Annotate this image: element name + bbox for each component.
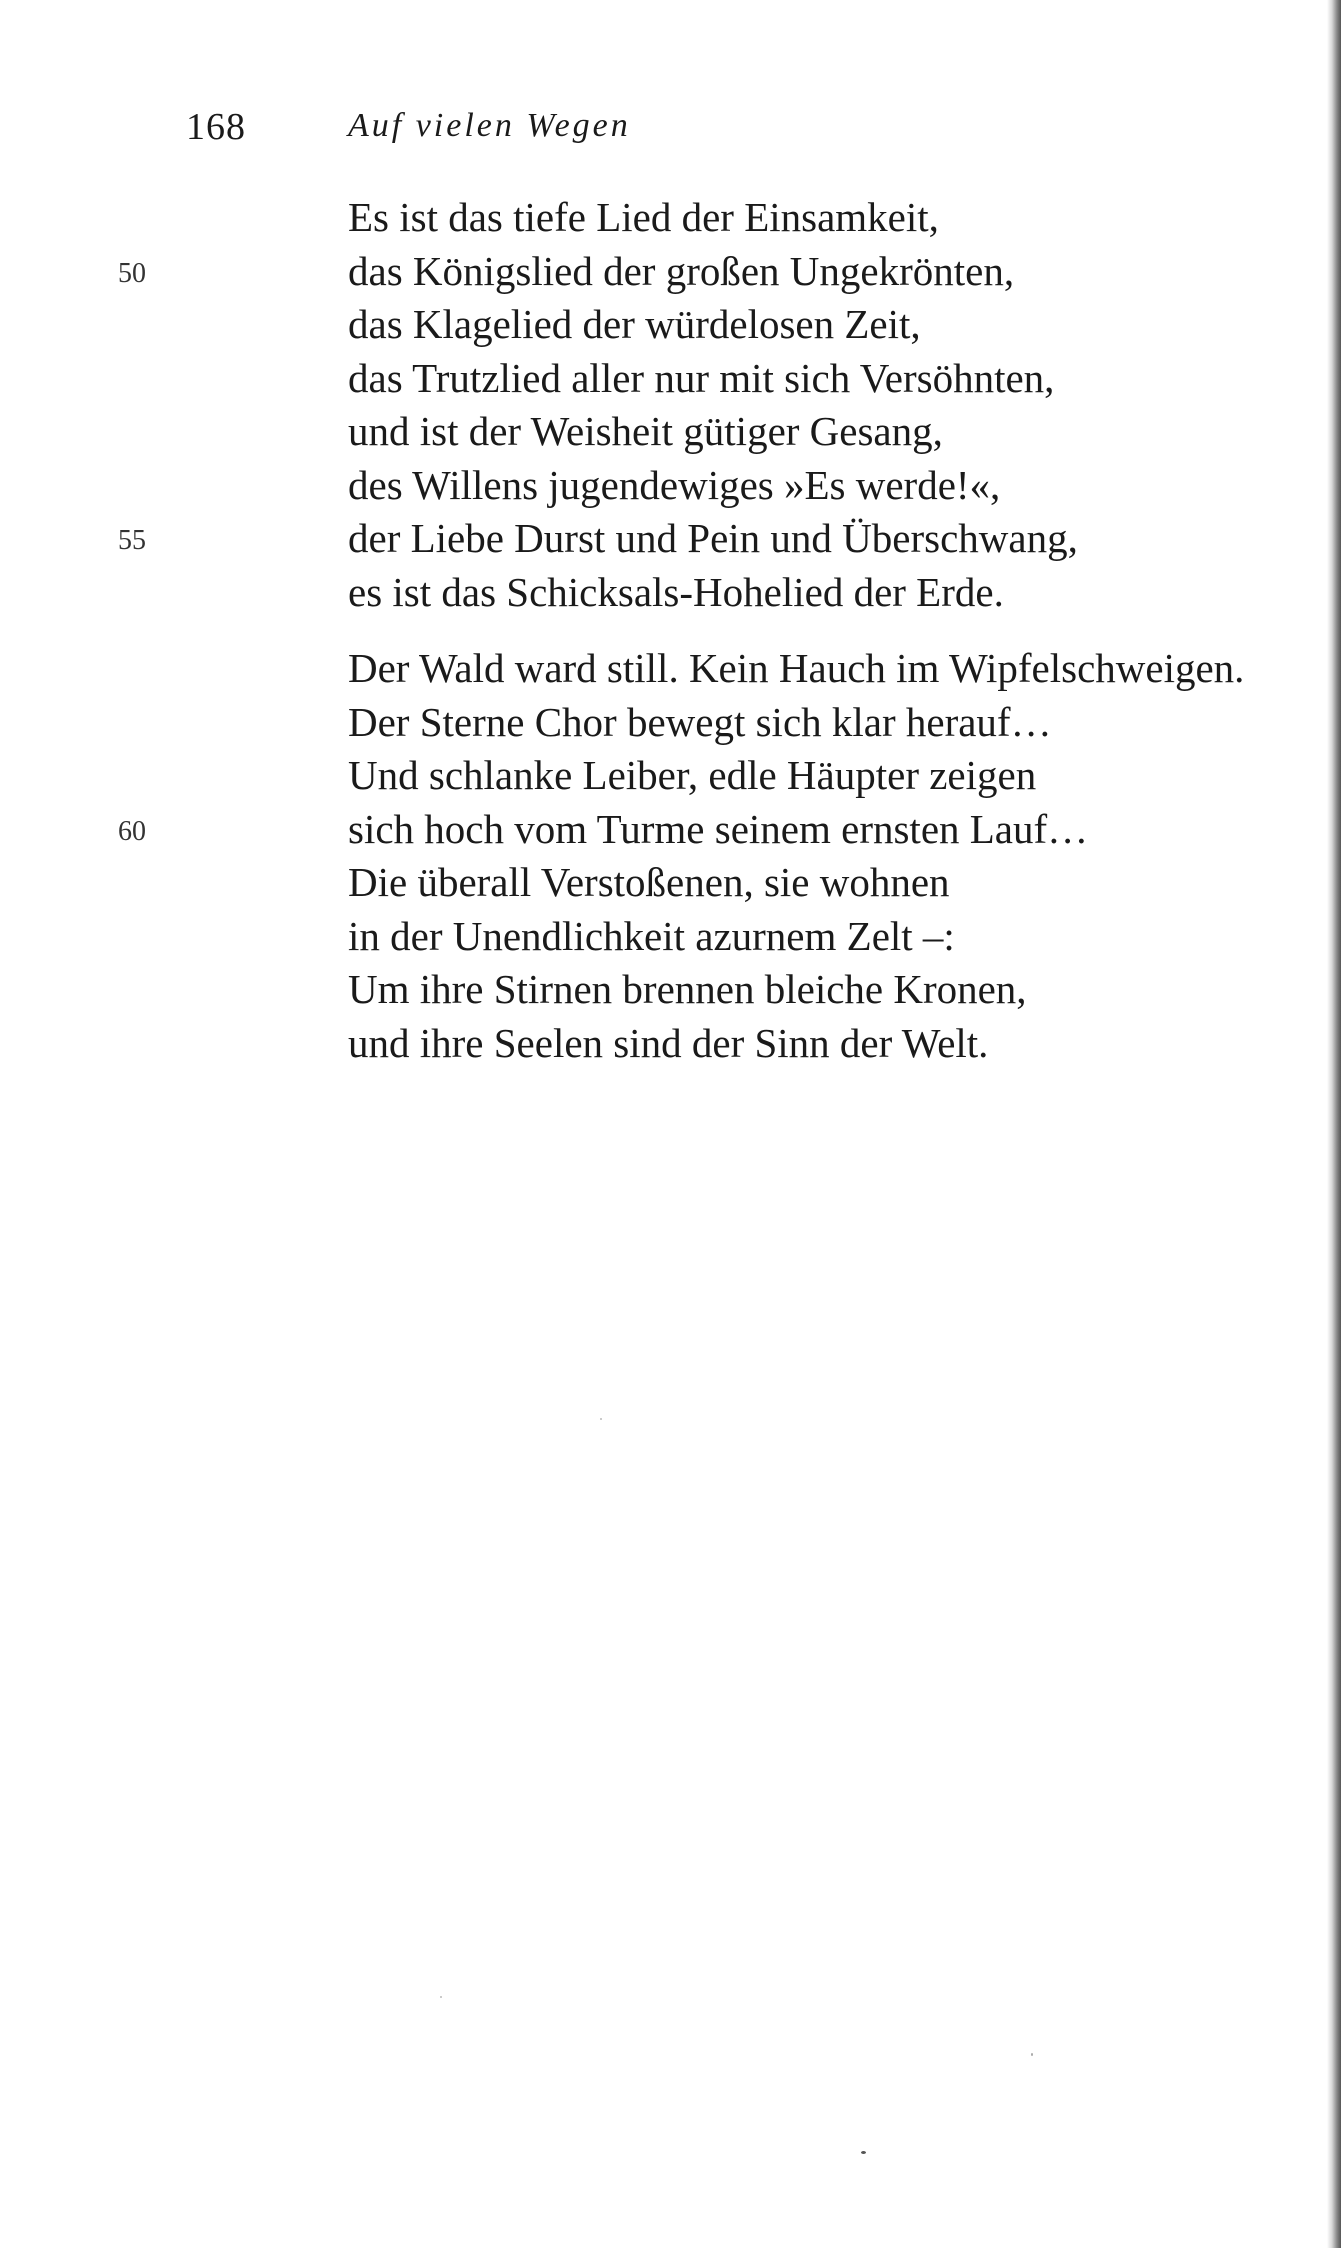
verse-text: Und schlanke Leiber, edle Häupter zeigen bbox=[348, 752, 1037, 798]
verse-line bbox=[348, 856, 1244, 910]
verse-line bbox=[348, 642, 1244, 696]
stanza-1 bbox=[118, 191, 1078, 619]
verse-line bbox=[348, 696, 1244, 750]
running-title: Auf vielen Wegen bbox=[348, 107, 631, 144]
verse-line bbox=[118, 803, 1244, 857]
verse-text: Um ihre Stirnen brennen bleiche Kronen, bbox=[348, 966, 1027, 1012]
verse-text: das Klagelied der würdelosen Zeit, bbox=[348, 301, 921, 347]
verse-line bbox=[348, 749, 1244, 803]
verse-text: der Liebe Durst und Pein und Überschwang, bbox=[348, 515, 1078, 561]
verse-text: und ihre Seelen sind der Sinn der Welt. bbox=[348, 1019, 989, 1066]
verse-line bbox=[348, 459, 1078, 513]
scan-speck bbox=[1031, 2053, 1033, 2056]
verse-line bbox=[348, 566, 1078, 620]
line-number: 60 bbox=[118, 815, 146, 847]
line-number: 50 bbox=[118, 257, 146, 289]
verse-text: in der Unendlichkeit azurnem Zelt –: bbox=[348, 912, 955, 959]
verse-text: es ist das Schicksals-Hohelied der Erde. bbox=[348, 568, 1004, 615]
page-edge-shadow bbox=[1327, 0, 1341, 2248]
verse-text: und ist der Weisheit gütiger Gesang, bbox=[348, 408, 943, 454]
scan-speck bbox=[861, 2151, 866, 2154]
page-number: 168 bbox=[186, 106, 246, 148]
verse-line bbox=[348, 405, 1078, 459]
verse-line bbox=[118, 512, 1078, 566]
verse-line bbox=[348, 963, 1244, 1017]
verse-text: Die überall Verstoßenen, sie wohnen bbox=[348, 859, 950, 905]
scan-speck bbox=[440, 1996, 442, 1998]
scan-speck bbox=[600, 1418, 602, 1420]
verse-text: das Trutzlied aller nur mit sich Versöhnten, bbox=[348, 354, 1055, 401]
stanza-2 bbox=[118, 642, 1245, 1070]
verse-text: Es ist das tiefe Lied der Einsamkeit, bbox=[348, 194, 939, 240]
verse-line bbox=[348, 1017, 1244, 1071]
verse-text: Der Sterne Chor bewegt sich klar herauf… bbox=[348, 698, 1052, 745]
line-number: 55 bbox=[118, 525, 146, 556]
verse-line bbox=[348, 298, 1078, 352]
verse-text: Der Wald ward still. Kein Hauch im Wipfelschweigen. bbox=[348, 645, 1245, 691]
verse-line bbox=[348, 910, 1244, 964]
verse-line bbox=[118, 245, 1078, 299]
verse-text: das Königslied der großen Ungekrönten, bbox=[348, 247, 1015, 294]
verse-text: des Willens jugendewiges »Es werde!«, bbox=[348, 461, 1001, 508]
verse-text: sich hoch vom Turme seinem ernsten Lauf… bbox=[348, 805, 1089, 852]
verse-line bbox=[348, 352, 1078, 406]
verse-line bbox=[348, 191, 1078, 245]
